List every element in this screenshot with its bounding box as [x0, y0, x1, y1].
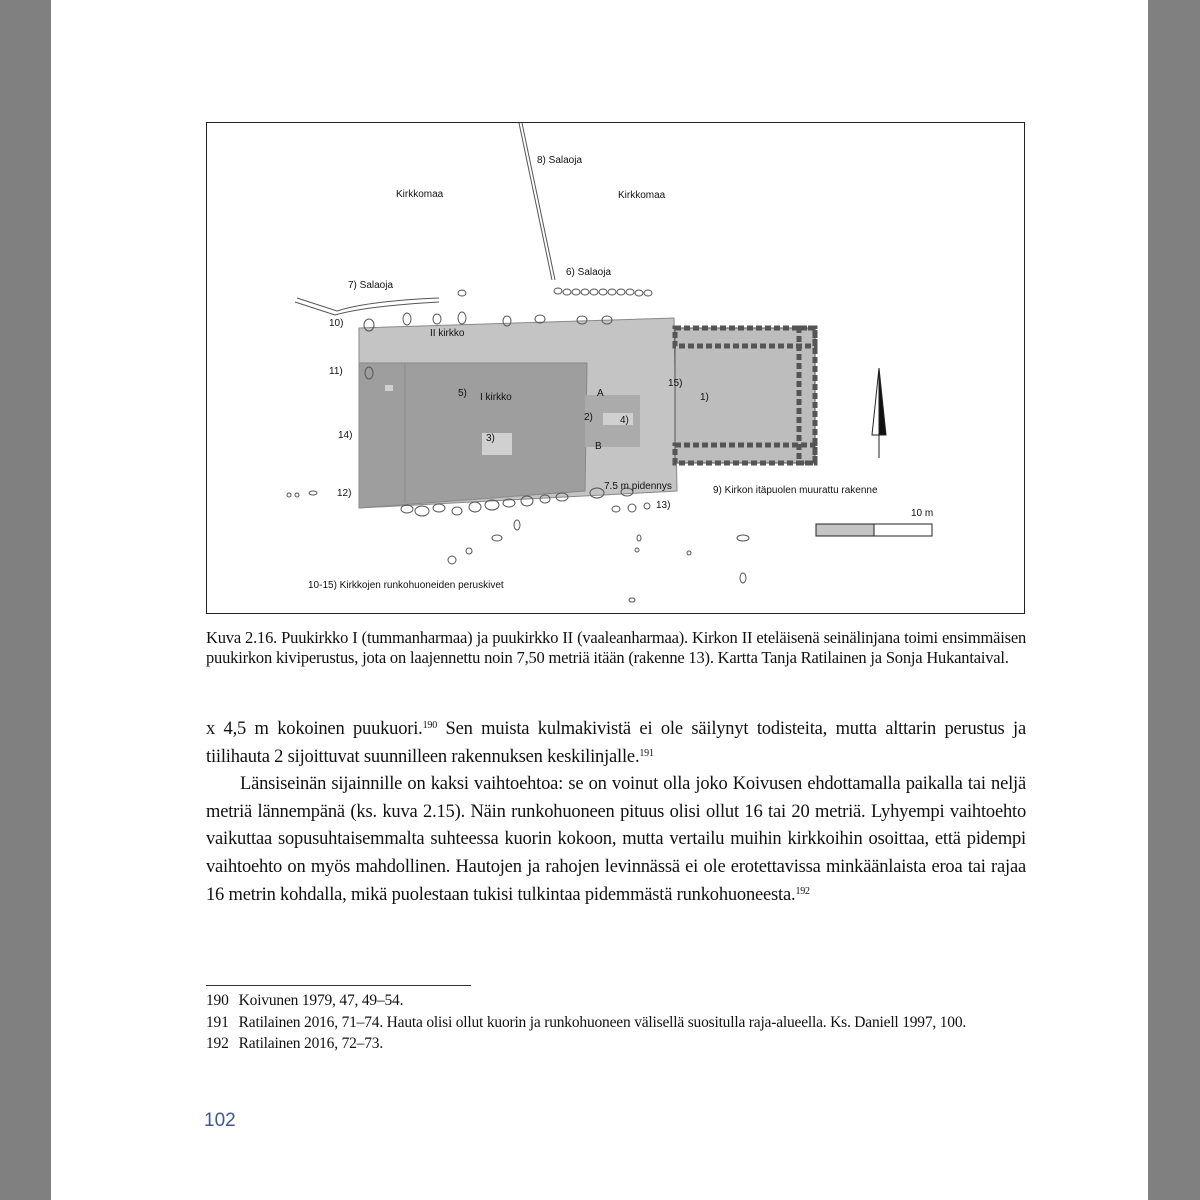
paragraph-2: Länsiseinän sijainnille on kaksi vaihtoehtoa: se on voinut olla joko Koivusen ehdottamalla paikalla tai neljä metriä lännempänä (ks. kuva 2.15). Näin runkohuoneen pituus olisi ollut 16 tai 20 metriä. Lyhyempi vaihtoehto vaikuttaa sopusuhtaisemmalta suhteessa kuorin kokoon, mutta vertailu muihin kirkkoihin osoittaa, että pidempi vaihtoehto on myös mahdollinen. Hautojen ja rahojen levinnässä ei ole erotettavissa minkäänlaista eroa tai rajaa 16 metrin kohdalla, mikä puolestaan tukisi tulkintaa pidemmästä runkohuoneesta.$^{192}$ [206, 774, 1026, 905]
label-b: B [595, 441, 602, 452]
label-kirkkomaa-right: Kirkkomaa [618, 190, 666, 201]
label-3: 3) [486, 433, 495, 444]
label-5: 5) [458, 388, 467, 399]
label-salaoja-7: 7) Salaoja [348, 280, 394, 291]
label-2: 2) [584, 412, 593, 423]
footnotes [206, 990, 1026, 1055]
label-scale: 10 m [911, 508, 934, 519]
figure-caption: Kuva 2.16. Puukirkko I (tummanharmaa) ja puukirkko II (vaaleanharmaa). Kirkon II eteläisenä seinälinjana toimi ensimmäisen puukirkon kiviperustus, jota on laajennettu noin 7,50 metriä itään (rakenne 13). Kartta Tanja Ratilainen ja Sonja Hukantaival. [206, 628, 1026, 667]
label-15: 15) [668, 378, 683, 389]
label-4: 4) [620, 415, 629, 426]
page-number: 102 [204, 1110, 236, 1131]
site-plan-figure [206, 122, 1025, 614]
label-ii-kirkko: II kirkko [430, 328, 465, 339]
label-i-kirkko: I kirkko [480, 392, 512, 403]
label-extension: 7.5 m pidennys [604, 481, 672, 492]
label-1: 1) [700, 392, 709, 403]
footnote-divider [206, 985, 471, 986]
paragraph-1: x 4,5 m kokoinen puukuori.$^{190}$ Sen muista kulmakivistä ei ole säilynyt todisteita, mutta alttarin perustus ja tiilihauta 2 sijoittuvat suunnilleen rakennuksen keskilinjalle.$^{191}$ [206, 719, 1026, 767]
label-10: 10) [329, 318, 344, 329]
label-kirkkomaa-left: Kirkkomaa [396, 189, 444, 200]
footnote-ref-190[interactable]: 190 [422, 720, 438, 731]
label-foundation-stones: 10-15) Kirkkojen runkohuoneiden peruskivet [308, 580, 504, 591]
label-structure-9: 9) Kirkon itäpuolen muurattu rakenne [713, 485, 878, 496]
label-13: 13) [656, 500, 671, 511]
footnote-ref-192[interactable]: 192 [795, 885, 810, 897]
label-14: 14) [338, 430, 353, 441]
footnote-ref-191[interactable]: 191 [639, 747, 654, 759]
label-11: 11) [329, 366, 343, 377]
label-12: 12) [337, 488, 352, 499]
footnote-192: 192 Ratilainen 2016, 72–73. [206, 1035, 384, 1052]
footnote-191: 191 Ratilainen 2016, 71–74. Hauta olisi ollut kuorin ja runkohuoneen välisellä suositulla raja-alueella. Ks. Daniell 1997, 100. [206, 1013, 967, 1031]
label-a: A [597, 388, 604, 399]
book-page [51, 0, 1148, 1200]
footnote-190: 190 Koivunen 1979, 47, 49–54. [206, 992, 404, 1009]
label-salaoja-6: 6) Salaoja [566, 267, 612, 278]
body-text [206, 716, 1026, 909]
label-salaoja-8: 8) Salaoja [537, 155, 583, 166]
